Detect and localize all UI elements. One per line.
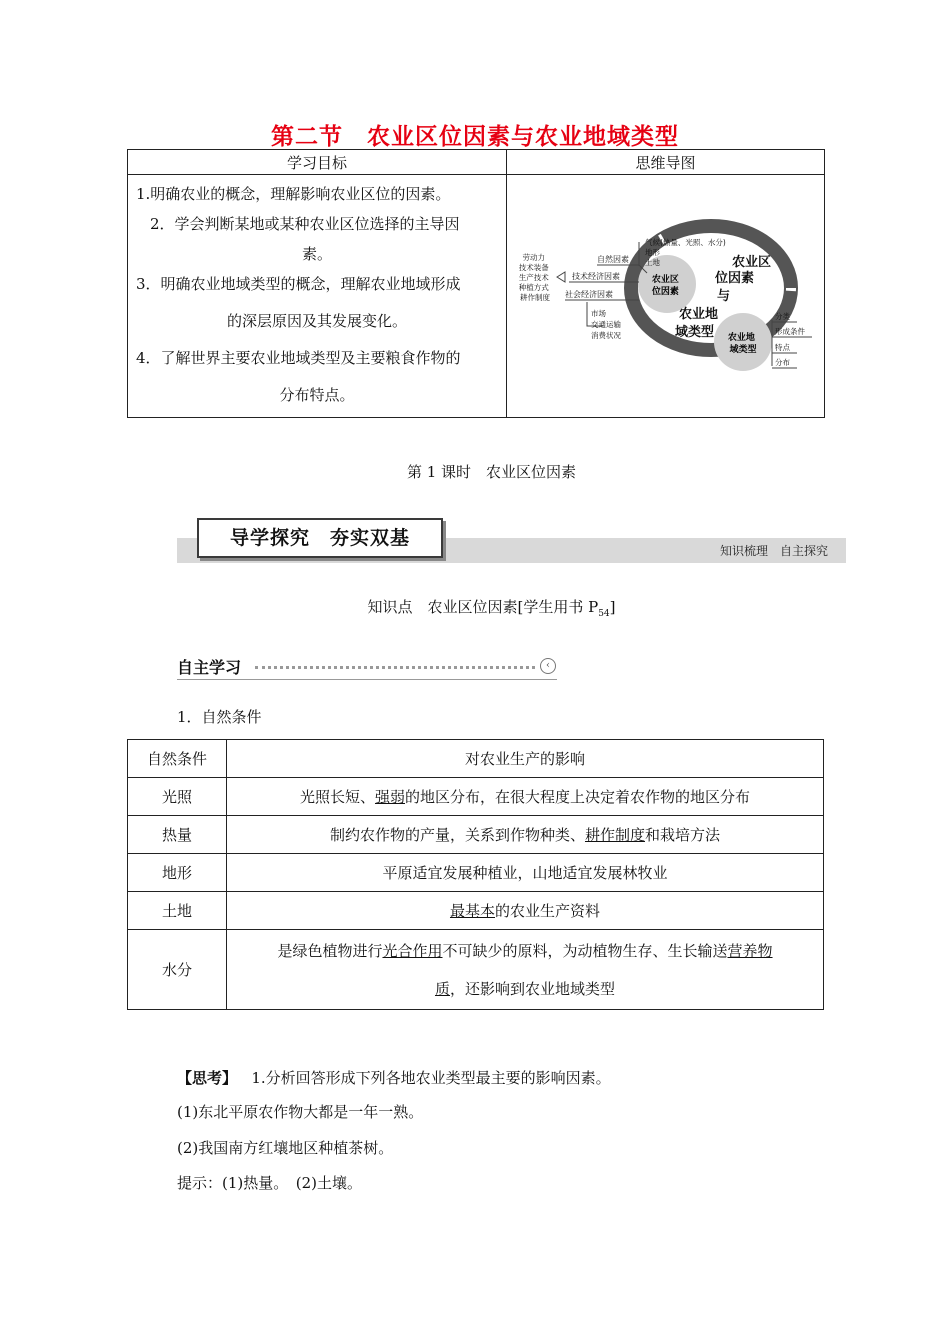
think-item: (1)东北平原农作物大都是一年一熟。 [177,1103,424,1121]
knowledge-point [0,596,950,619]
self-study-label: 自主学习 [177,658,242,677]
svg-text:分类 形成条件 特点 [775,311,807,367]
left-list-item: 耕作制度 [520,293,550,302]
tech-econ-factor: 技术经济因素 [572,272,620,281]
market-item: 市场 [591,309,606,318]
banner-main: 导学探究 夯实双基 [197,518,443,558]
factor-cell: 热量 [128,816,227,854]
svg-text:自然因素 技术经济因素 [565,254,632,299]
big-title-line: 位因素 [715,271,755,286]
chevron-left-icon: ‹ [540,658,556,674]
left-list-item: 生产技术 [518,273,549,282]
section-banner [177,516,846,563]
goals-header: 学习目标 [128,150,507,175]
right-item: 分布 [775,358,790,367]
think-item: (2)我国南方红壤地区种植茶树。 [177,1139,394,1157]
self-study-heading [177,655,559,681]
big-title-line: 与 [717,289,731,304]
natural-factor: 自然因素 [597,255,629,264]
svg-text:劳动力 技术装备 生 [519,252,551,302]
center-right-line: 域类型 [729,345,757,355]
factor-cell: 土地 [128,892,227,930]
effect-text: 和栽培方法 [645,826,721,844]
center-left-line: 位因素 [651,287,679,297]
goal-item: 1.明确农业的概念，理解影响农业区位的因素。 [136,185,451,203]
center-right-line: 农业地 [727,333,755,343]
answer-blank: 最基本 [449,902,495,920]
goal-item: 素。 [301,245,332,263]
factor-cell: 水分 [128,930,227,1010]
effect-text: ，还影响到农业地域类型 [450,979,616,998]
right-item: 形成条件 [775,327,805,336]
effect-text: 光照长短、 [299,788,375,806]
effect-text: 平原适宜发展种植业，山地适宜发展林牧业 [382,864,668,882]
underline-divider [177,679,557,680]
svg-text:气候(热量、光照、水分) 地形 [645,237,728,267]
dotted-divider [255,666,535,669]
effect-cell [227,930,824,1010]
natural-item: 地形 [645,248,660,257]
answer-blank: 强弱 [374,788,405,806]
svg-text:市场 交通运输 消费 [591,308,623,340]
think-hint: 提示：(1)热量。 (2)土壤。 [177,1174,362,1192]
table-header: 对农业生产的影响 [227,740,824,778]
think-label: 【思考】 [177,1069,238,1087]
mindmap-cell [507,175,825,418]
factor-cell: 地形 [128,854,227,892]
effect-cell [227,892,824,930]
big-title-line: 农业地 [679,307,719,322]
page-title: 第二节 农业区位因素与农业地域类型 [271,123,679,150]
effect-cell [227,816,824,854]
goals-list [128,175,507,418]
goals-table [127,149,825,418]
market-item: 交通运输 [591,320,621,329]
big-title-line: 农业区 [732,255,772,270]
left-list-item: 技术装备 [518,263,549,272]
goal-item: 的深层原因及其发展变化。 [226,312,407,330]
answer-blank: 耕作制度 [584,826,645,844]
goal-item: 3．明确农业地域类型的概念，理解农业地域形成 [136,275,461,293]
natural-conditions-table [127,739,824,1010]
big-title-line: 域类型 [675,325,715,340]
effect-text: 的地区分布，在很大程度上决定着农作物的地区分布 [405,788,751,806]
think-question [177,1067,611,1088]
goal-item: 4．了解世界主要农业地域类型及主要粮食作物的 [136,349,461,367]
kp-page: 54 [598,609,610,619]
banner-right: 知识梳理 自主探究 [719,544,828,558]
mindmap-header: 思维导图 [507,150,825,175]
kp-text: 知识点 农业区位因素[学生用书 P [367,598,599,616]
right-item: 特点 [775,343,790,352]
effect-cell [227,778,824,816]
kp-end: ] [609,598,616,616]
lesson-title: 第 1 课时 农业区位因素 [406,463,577,481]
goal-item: 2．学会判断某地或某种农业区位选择的主导因 [150,215,460,233]
answer-blank: 质 [434,979,450,998]
center-left-line: 农业区 [651,275,679,285]
socio-econ-factor: 社会经济因素 [565,290,613,299]
table-header: 自然条件 [128,740,227,778]
left-list-item: 种植方式 [518,283,549,292]
answer-blank: 光合作用 [382,941,443,960]
answer-blank: 营养物 [727,941,773,960]
natural-item: 土地 [645,258,660,267]
effect-cell [227,854,824,892]
goal-item: 分布特点。 [279,386,355,404]
think-text: 1.分析回答形成下列各地农业类型最主要的影响因素。 [251,1069,611,1087]
effect-text: 的农业生产资料 [495,902,601,920]
effect-text: 是绿色植物进行 [277,941,383,960]
natural-item: 气候(热量、光照、水分) [645,238,726,247]
mindmap-diagram [507,180,823,412]
left-list-item: 劳动力 [522,253,546,262]
market-item: 消费状况 [591,331,621,340]
factor-cell: 光照 [128,778,227,816]
effect-text: 制约农作物的产量，关系到作物种类、 [329,826,585,844]
section-heading: 1．自然条件 [177,708,262,726]
effect-text: 不可缺少的原料，为动植物生存、生长输送 [442,941,728,960]
right-item: 分类 [775,312,790,321]
